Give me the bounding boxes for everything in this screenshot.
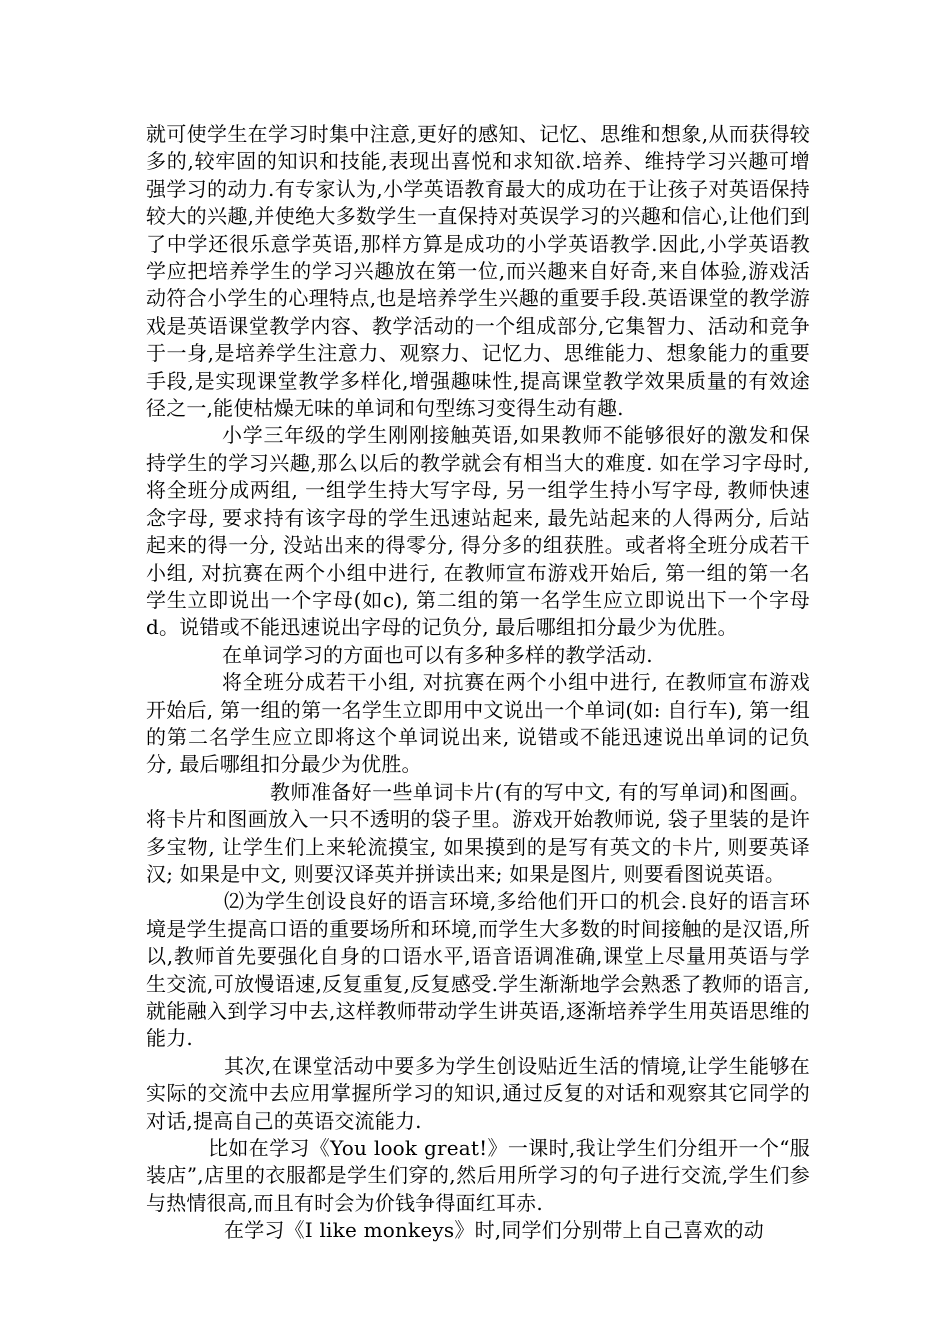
paragraph-word-competition: 将全班分成若干小组, 对抗赛在两个小组中进行, 在教师宣布游戏开始后, 第一组的第一名学生立即用中文说出一个单词(如: 自行车), 第一组的第二名学生应立即将这个单词说出来, 说错或不能迅速说出单词的记负分, 最后哪组扣分最少为优胜。 xyxy=(146,670,810,777)
paragraph-interest-importance: 就可使学生在学习时集中注意,更好的感知、记忆、思维和想象,从而获得较多的,较牢固的知识和技能,表现出喜悦和求知欲.培养、维持学习兴趣可增强学习的动力.有专家认为,小学英语教育最大的成功在于让孩子对英语保持较大的兴趣,并使绝大多数学生一直保持对英误学习的兴趣和信心,让他们到了中学还很乐意学英语,那样方算是成功的小学英语教学.因此,小学英语教学应把培养学生的学习兴趣放在第一位,而兴趣来自好奇,来自体验,游戏活动符合小学生的心理特点,也是培养学生兴趣的重要手段.英语课堂的教学游戏是英语课堂教学内容、教学活动的一个组成部分,它集智力、活动和竞争于一身,是培养学生注意力、观察力、记忆力、思维能力、想象能力的重要手段,是实现课堂教学多样化,增强趣味性,提高课堂教学效果质量的有效途径之一,能使枯燥无味的单词和句型练习变得生动有趣. xyxy=(146,122,810,421)
paragraph-word-activities-intro: 在单词学习的方面也可以有多种多样的教学活动. xyxy=(222,642,653,667)
paragraph-life-situations: 其次,在课堂活动中要多为学生创设贴近生活的情境,让学生能够在实际的交流中去应用掌握所学习的知识,通过反复的对话和观察其它同学的对话,提高自己的英语交流能力. xyxy=(146,1053,810,1133)
paragraph-clothing-store: 比如在学习《You look great!》一课时,我让学生们分组开一个“服装店”,店里的衣服都是学生们穿的,然后用所学习的句子进行交流,学生们参与热情很高,而且有时会为价钱争得面红耳赤. xyxy=(146,1136,810,1215)
document-page xyxy=(146,121,810,1245)
paragraph-monkeys-lesson: 在学习《I like monkeys》时,同学们分别带上自己喜欢的动 xyxy=(224,1218,764,1243)
paragraph-letter-games: 小学三年级的学生刚刚接触英语,如果教师不能够很好的激发和保持学生的学习兴趣,那么以后的教学就会有相当大的难度. 如在学习字母时,将全班分成两组, 一组学生持大写字母, 另一组学生持小写字母, 教师快速念字母, 要求持有该字母的学生迅速站起来, 最先站起来的人得两分, 后站起来的得一分, 没站出来的得零分, 得分多的组获胜。或者将全班分成若干小组, 对抗赛在两个小组中进行, 在教师宣布游戏开始后, 第一组的第一名学生立即说出一个字母(如c), 第二组的第一名学生应立即说出下一个字母d。说错或不能迅速说出字母的记负分, 最后哪组扣分最少为优胜。 xyxy=(146,423,810,640)
paragraph-language-environment: ⑵为学生创设良好的语言环境,多给他们开口的机会.良好的语言环境是学生提高口语的重要场所和环境,而学生大多数的时间接触的是汉语,所以,教师首先要强化自身的口语水平,语音语调准确,课堂上尽量用英语与学生交流,可放慢语速,反复重复,反复感受.学生渐渐地学会熟悉了教师的语言,就能融入到学习中去,这样教师带动学生讲英语,逐渐培养学生用英语思维的能力. xyxy=(146,889,810,1051)
paragraph-word-cards: 教师准备好一些单词卡片(有的写中文, 有的写单词)和图画。将卡片和图画放入一只不透明的袋子里。游戏开始教师说, 袋子里装的是许多宝物, 让学生们上来轮流摸宝, 如果摸到的是写有英文的卡片, 则要英译汉; 如果是中文, 则要汉译英并拼读出来; 如果是图片, 则要看图说英语。 xyxy=(146,779,810,886)
